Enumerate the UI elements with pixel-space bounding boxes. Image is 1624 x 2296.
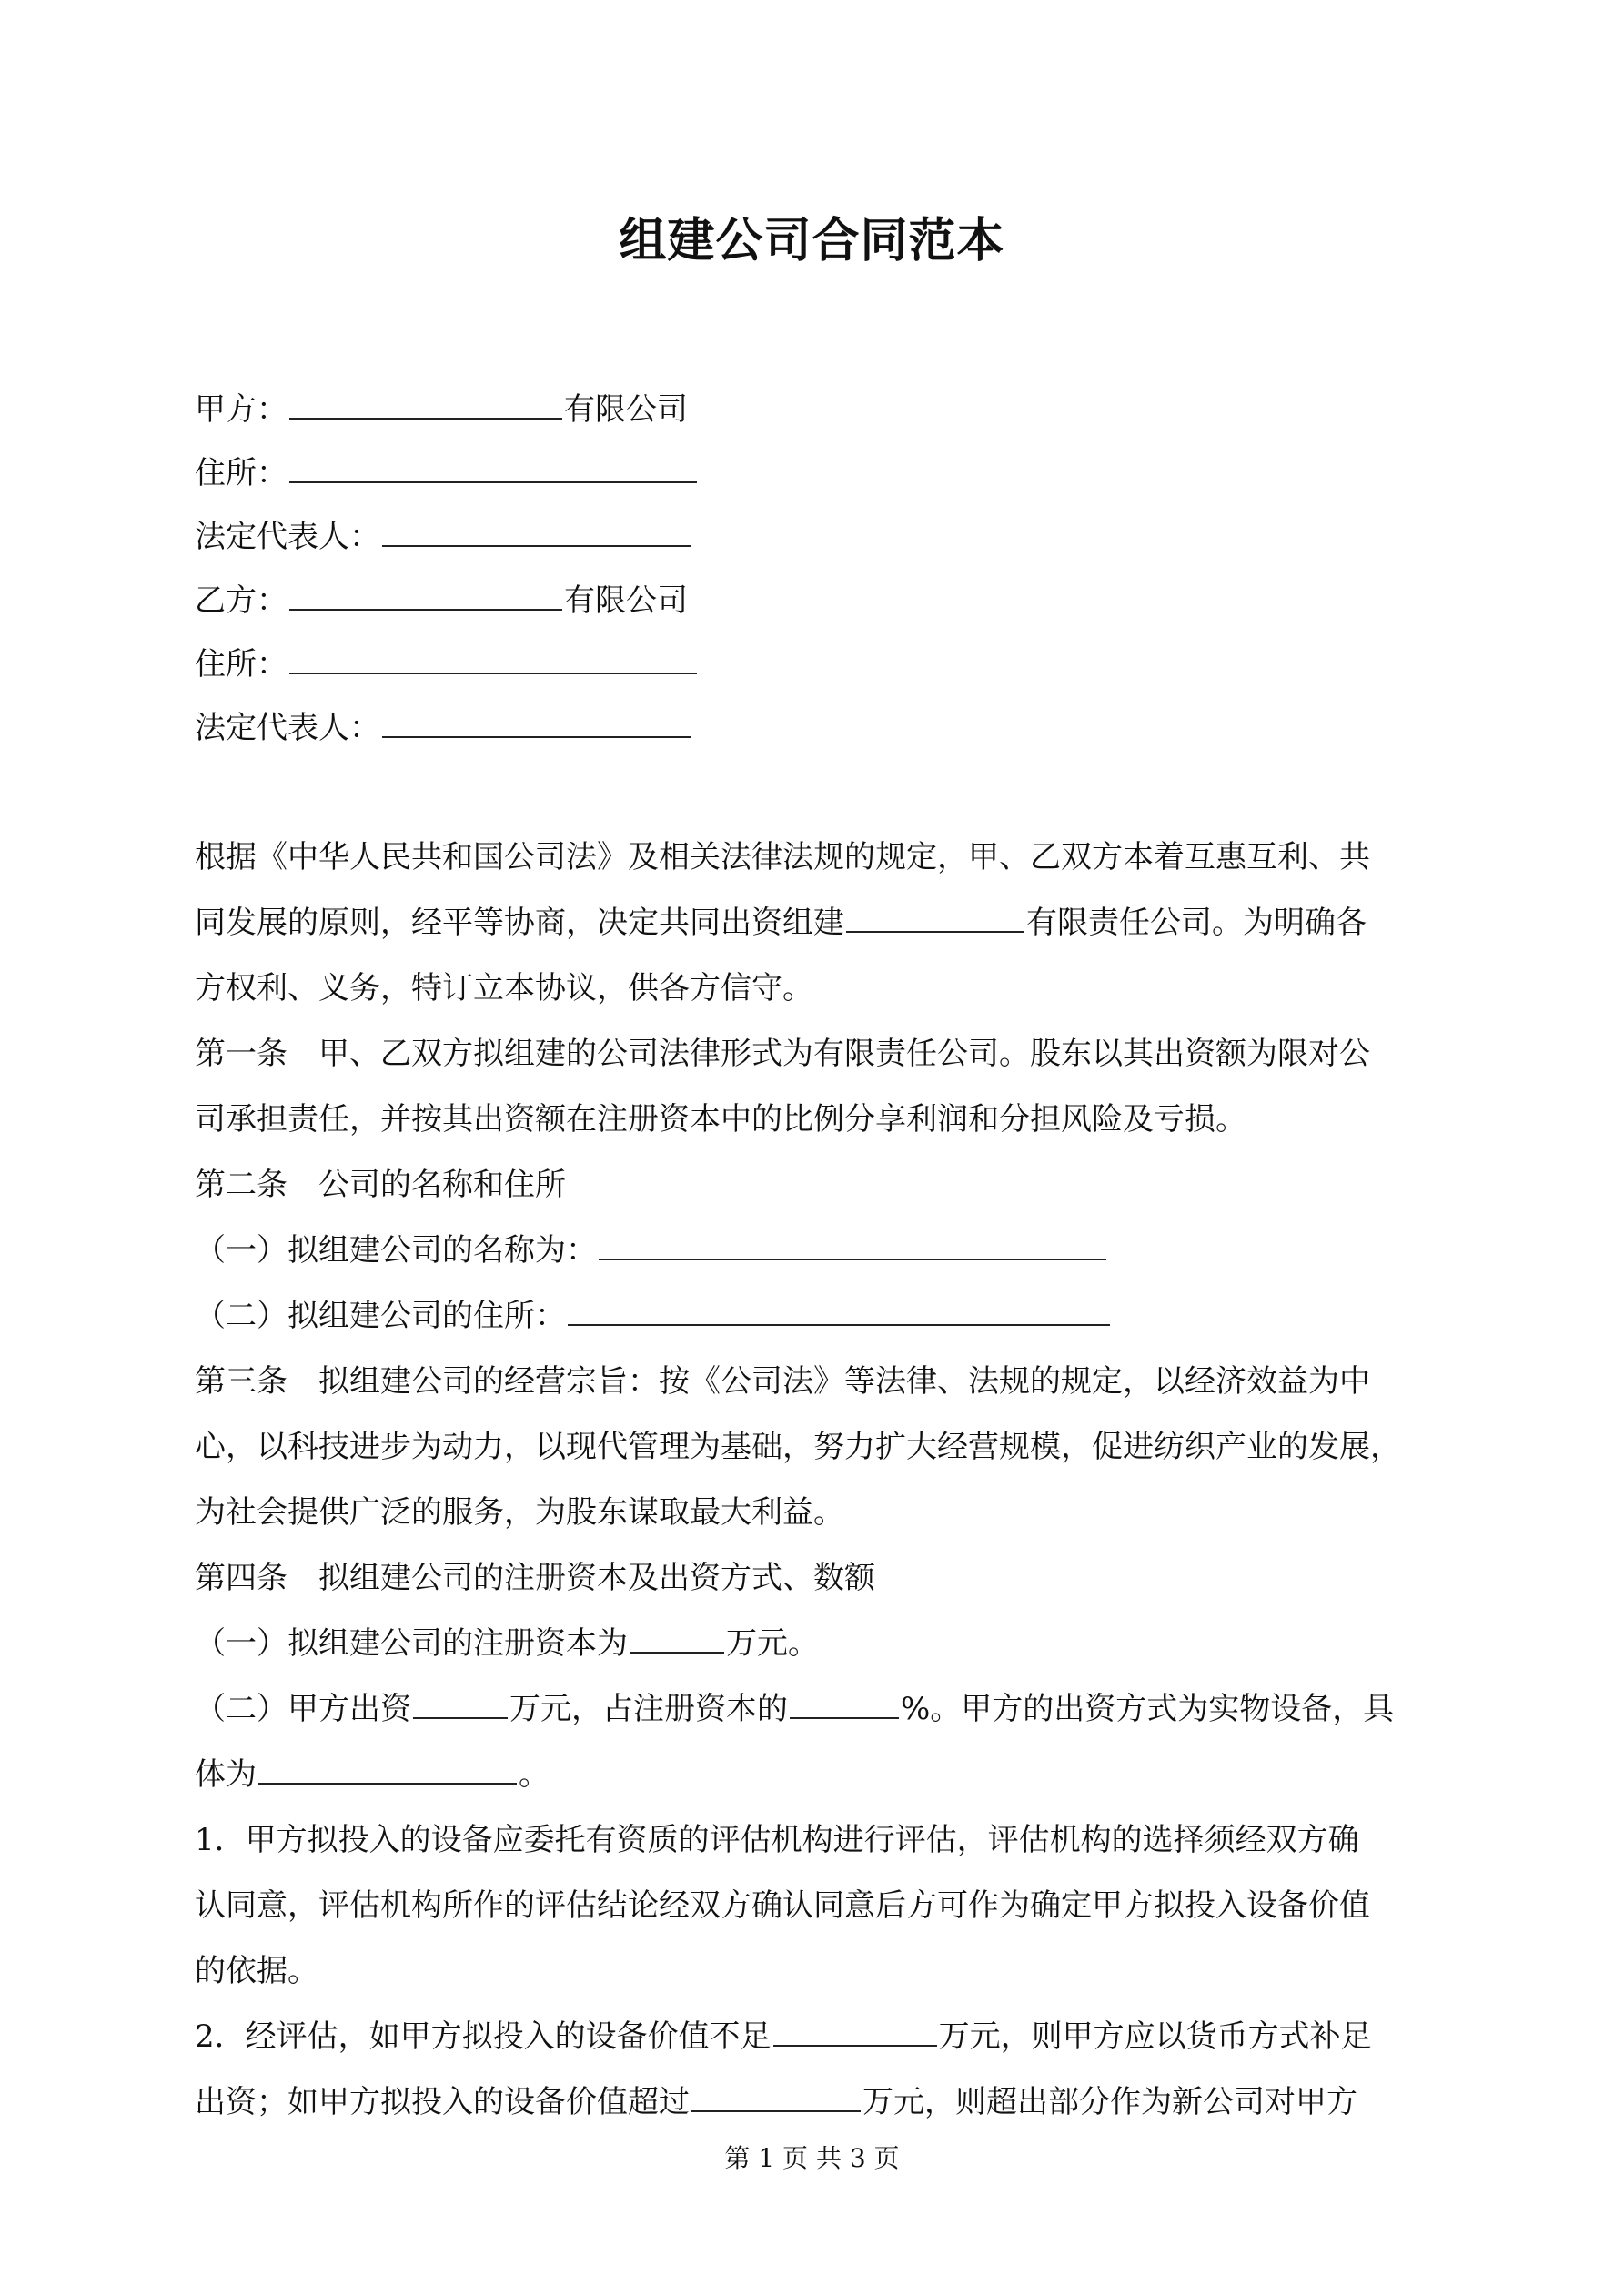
article-4-point-2-text-b: 万元，则甲方应以货币方式补足 bbox=[938, 2018, 1372, 2055]
article-3-line-2: 心，以科技进步为动力，以现代管理为基础，努力扩大经营规模，促进纺织产业的发展， bbox=[195, 1429, 1401, 1465]
document-title: 组建公司合同范本 bbox=[619, 214, 1005, 268]
party-b-suffix: 有限公司 bbox=[564, 582, 688, 619]
party-b-address-blank[interactable] bbox=[289, 645, 697, 674]
party-a-label: 甲方： bbox=[195, 391, 287, 428]
article-4-point-1-line-3: 的依据。 bbox=[195, 1953, 318, 1989]
preamble-line-1: 根据《中华人民共和国公司法》及相关法律法规的规定，甲、乙双方本着互惠互利、共 bbox=[195, 839, 1370, 875]
party-b-line bbox=[195, 581, 688, 621]
article-4-point-2-text-a: 2．经评估，如甲方拟投入的设备价值不足 bbox=[195, 2018, 772, 2055]
article-4-point-2-line-1 bbox=[195, 2017, 1372, 2057]
article-4-point-2-line-2 bbox=[195, 2082, 1357, 2122]
article-4-point-2-text-d: 万元，则超出部分作为新公司对甲方 bbox=[862, 2084, 1357, 2120]
company-address-field-blank[interactable] bbox=[568, 1297, 1110, 1326]
party-a-line bbox=[195, 389, 688, 430]
article-4-item-1-text-b: 万元。 bbox=[726, 1625, 819, 1662]
page-footer: 第 1 页 共 3 页 bbox=[724, 2143, 900, 2173]
article-2-item-2 bbox=[195, 1296, 1112, 1336]
party-a-address-blank[interactable] bbox=[289, 454, 697, 483]
registered-capital-blank[interactable] bbox=[630, 1624, 724, 1654]
preamble-text-b: 有限责任公司。为明确各 bbox=[1026, 905, 1367, 941]
party-a-address-line bbox=[195, 453, 699, 493]
equipment-excess-blank[interactable] bbox=[691, 2083, 861, 2112]
article-4-point-2-text-c: 出资；如甲方拟投入的设备价值超过 bbox=[195, 2084, 690, 2120]
party-b-address-line bbox=[195, 644, 699, 684]
party-a-blank[interactable] bbox=[289, 390, 562, 420]
article-4-item-1 bbox=[195, 1623, 819, 1664]
party-b-legal-rep-line bbox=[195, 708, 693, 748]
article-4-item-2-line-1 bbox=[195, 1689, 1394, 1729]
article-3-line-3: 为社会提供广泛的服务，为股东谋取最大利益。 bbox=[195, 1494, 844, 1531]
company-name-blank[interactable] bbox=[846, 904, 1024, 933]
article-4-item-2-text-b: 万元，占注册资本的 bbox=[509, 1691, 788, 1727]
party-b-legal-rep-blank[interactable] bbox=[382, 709, 691, 738]
article-4-item-2-text-d: 体为 bbox=[195, 1756, 257, 1793]
article-4-point-1-line-2: 认同意，评估机构所作的评估结论经双方确认同意后方可作为确定甲方拟投入设备价值 bbox=[195, 1887, 1370, 1924]
party-b-blank[interactable] bbox=[289, 582, 562, 611]
party-a-capital-blank[interactable] bbox=[413, 1690, 508, 1719]
preamble-text-a: 同发展的原则，经平等协商，决定共同出资组建 bbox=[195, 905, 844, 941]
article-2-item-2-label: （二）拟组建公司的住所： bbox=[195, 1298, 566, 1334]
preamble-line-2 bbox=[195, 903, 1367, 943]
article-2-item-1 bbox=[195, 1230, 1108, 1270]
article-1-line-1: 第一条 甲、乙双方拟组建的公司法律形式为有限责任公司。股东以其出资额为限对公 bbox=[195, 1036, 1370, 1072]
party-a-suffix: 有限公司 bbox=[564, 391, 688, 428]
party-a-legal-rep-line bbox=[195, 517, 693, 557]
article-4-item-2-text-e: 。 bbox=[519, 1756, 550, 1793]
company-name-field-blank[interactable] bbox=[599, 1231, 1106, 1260]
legal-rep-label: 法定代表人： bbox=[195, 710, 380, 746]
party-a-percentage-blank[interactable] bbox=[790, 1690, 899, 1719]
article-2-item-1-label: （一）拟组建公司的名称为： bbox=[195, 1232, 597, 1269]
article-2-heading: 第二条 公司的名称和住所 bbox=[195, 1167, 566, 1203]
legal-rep-label: 法定代表人： bbox=[195, 519, 380, 555]
address-label: 住所： bbox=[195, 646, 287, 683]
party-b-label: 乙方： bbox=[195, 582, 287, 619]
article-4-heading: 第四条 拟组建公司的注册资本及出资方式、数额 bbox=[195, 1560, 875, 1596]
article-4-item-2-line-2 bbox=[195, 1755, 550, 1795]
article-1-line-2: 司承担责任，并按其出资额在注册资本中的比例分享利润和分担风险及亏损。 bbox=[195, 1101, 1246, 1138]
article-4-point-1-line-1: 1．甲方拟投入的设备应委托有资质的评估机构进行评估，评估机构的选择须经双方确 bbox=[195, 1822, 1359, 1858]
address-label: 住所： bbox=[195, 455, 287, 491]
article-4-item-1-text-a: （一）拟组建公司的注册资本为 bbox=[195, 1625, 628, 1662]
article-3-line-1: 第三条 拟组建公司的经营宗旨：按《公司法》等法律、法规的规定，以经济效益为中 bbox=[195, 1363, 1370, 1400]
equipment-shortfall-blank[interactable] bbox=[773, 2018, 937, 2047]
article-4-item-2-text-c: %。甲方的出资方式为实物设备，具 bbox=[901, 1691, 1395, 1727]
article-4-item-2-text-a: （二）甲方出资 bbox=[195, 1691, 411, 1727]
preamble-line-3: 方权利、义务，特订立本协议，供各方信守。 bbox=[195, 970, 813, 1006]
equipment-detail-blank[interactable] bbox=[258, 1755, 517, 1785]
party-a-legal-rep-blank[interactable] bbox=[382, 518, 691, 547]
